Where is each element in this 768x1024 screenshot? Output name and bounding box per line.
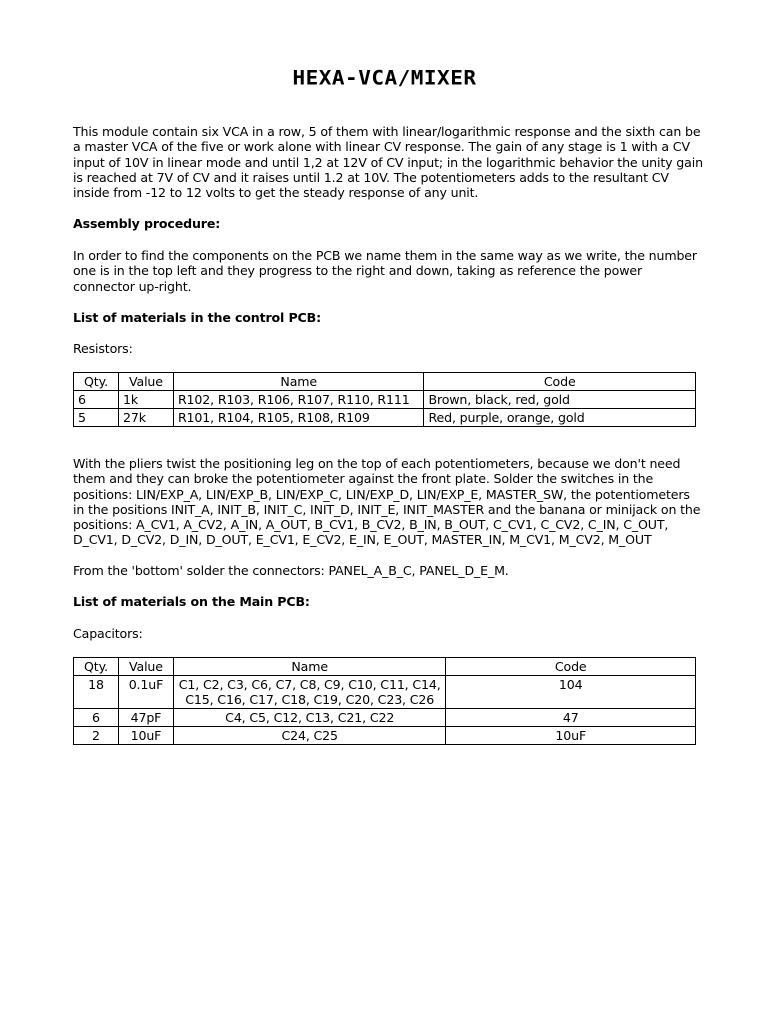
pliers-paragraph: With the pliers twist the positioning leg on the top of each potentiometers, because we don't need them and they can broke the potentiometer against the front plate. Solder the switches in the positions: LIN/EXP_A, LIN/EXP_B, LIN/EXP_C, LIN/EXP_D, LIN/EXP_E, MASTER_SW, the potentiometers in the positions INIT_A, INIT_B, INIT_C, INIT_D, INIT_E, INIT_MASTER and the banana or minijack on the positions: A_CV1, A_CV2, A_IN, A_OUT, B_CV1, B_CV2, B_IN, B_OUT, C_CV1, C_CV2, C_IN, C_OUT, D_CV1, D_CV2, D_IN, D_OUT, E_CV1, E_CV2, E_IN, E_OUT, MASTER_IN, M_CV1, M_CV2, M_OUT: [73, 456, 701, 548]
cell-code: Brown, black, red, gold: [424, 391, 696, 409]
header-name: Name: [173, 658, 446, 676]
cell-name: R102, R103, R106, R107, R110, R111: [173, 391, 424, 409]
resistors-label: Resistors:: [73, 341, 133, 356]
capacitors-table: [73, 657, 696, 745]
table-row: [74, 727, 696, 745]
table-row: [74, 391, 696, 409]
assembly-heading: Assembly procedure:: [73, 216, 221, 231]
table-header-row: [74, 373, 696, 391]
header-name: Name: [173, 373, 424, 391]
main-pcb-heading: List of materials on the Main PCB:: [73, 594, 310, 609]
control-pcb-heading: List of materials in the control PCB:: [73, 310, 321, 325]
intro-paragraph: This module contain six VCA in a row, 5 of them with linear/logarithmic response and the sixth can be a master VCA of the five or work alone with linear CV response. The gain of any stage is 1 with a CV input of 10V in linear mode and until 1,2 at 12V of CV input; in the logarithmic behavior the unity gain is reached at 7V of CV and it raises until 1.2 at 10V. The potentiometers adds to the resultant CV inside from -12 to 12 volts to get the steady response of any unit.: [73, 124, 703, 201]
cell-qty: 5: [74, 409, 119, 427]
resistors-table: [73, 372, 696, 427]
cell-value: 47pF: [118, 709, 173, 727]
cell-name: C24, C25: [173, 727, 446, 745]
cell-qty: 2: [74, 727, 119, 745]
header-value: Value: [118, 373, 173, 391]
table-header-row: [74, 658, 696, 676]
header-value: Value: [118, 658, 173, 676]
assembly-paragraph: In order to find the components on the PCB we name them in the same way as we write, the number one is in the top left and they progress to the right and down, taking as reference the power connector up-right.: [73, 248, 697, 294]
bottom-connectors-line: From the 'bottom' solder the connectors: PANEL_A_B_C, PANEL_D_E_M.: [73, 563, 509, 578]
cell-code: Red, purple, orange, gold: [424, 409, 696, 427]
header-qty: Qty.: [74, 373, 119, 391]
cell-qty: 6: [74, 391, 119, 409]
cell-value: 0.1uF: [118, 676, 173, 709]
capacitors-label: Capacitors:: [73, 626, 143, 641]
table-row: [74, 676, 696, 709]
header-code: Code: [446, 658, 696, 676]
table-row: [74, 409, 696, 427]
cell-value: 27k: [118, 409, 173, 427]
cell-code: 104: [446, 676, 696, 709]
cell-name: C4, C5, C12, C13, C21, C22: [173, 709, 446, 727]
cell-qty: 6: [74, 709, 119, 727]
cell-name: R101, R104, R105, R108, R109: [173, 409, 424, 427]
header-code: Code: [424, 373, 696, 391]
document-title: HEXA-VCA/MIXER: [292, 66, 477, 90]
cell-qty: 18: [74, 676, 119, 709]
cell-name: C1, C2, C3, C6, C7, C8, C9, C10, C11, C14, C15, C16, C17, C18, C19, C20, C23, C26: [173, 676, 446, 709]
table-row: [74, 709, 696, 727]
cell-value: 10uF: [118, 727, 173, 745]
cell-value: 1k: [118, 391, 173, 409]
header-qty: Qty.: [74, 658, 119, 676]
cell-code: 47: [446, 709, 696, 727]
cell-code: 10uF: [446, 727, 696, 745]
